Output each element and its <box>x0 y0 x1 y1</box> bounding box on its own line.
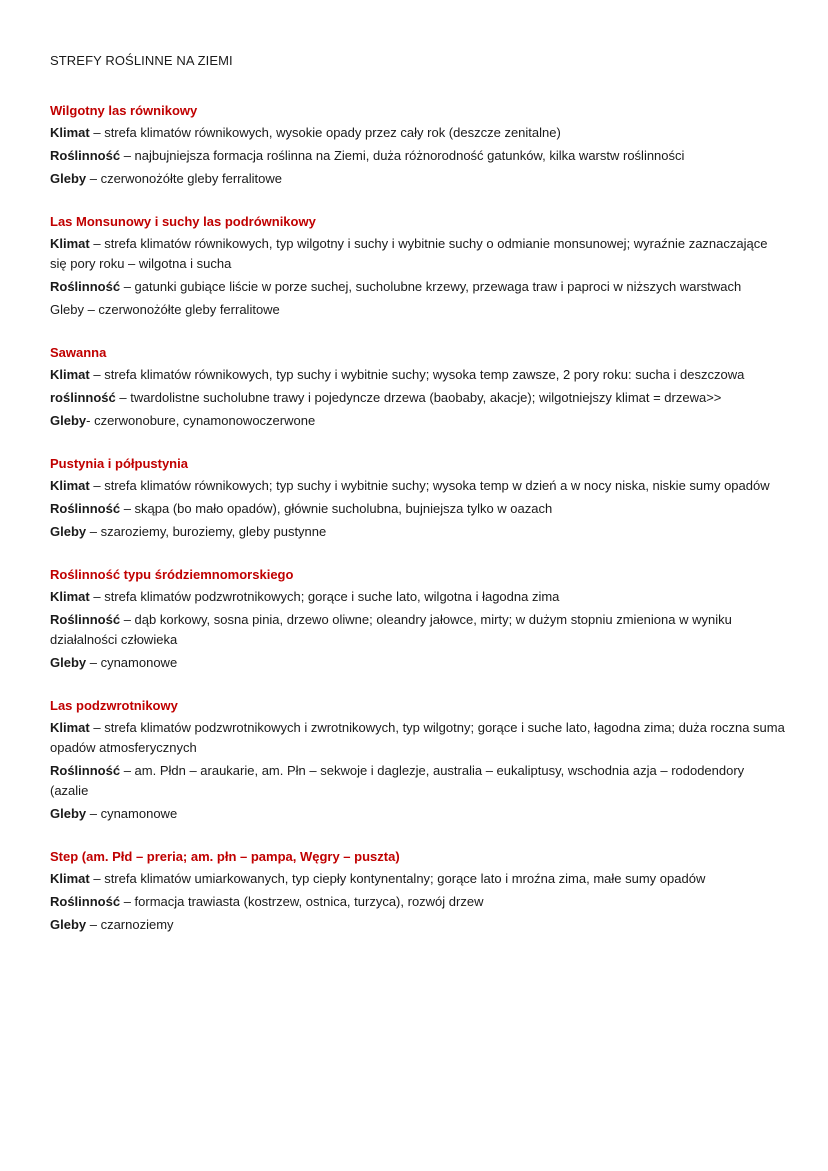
section-step <box>50 847 785 935</box>
entry-text: – strefa klimatów podzwrotnikowych; gorące i suche lato, wilgotna i łagodna zima <box>89 589 560 604</box>
entry-label: Klimat <box>50 478 90 493</box>
entry-label: Klimat <box>50 720 90 735</box>
entry-label: Gleby <box>50 171 87 186</box>
entry-text: – cynamonowe <box>86 655 178 670</box>
section-las-monsunowy <box>50 212 785 320</box>
section-pustynia <box>50 454 785 542</box>
entry-text: – najbujniejsza formacja roślinna na Ziemi, duża różnorodność gatunków, kilka warstw roślinności <box>120 148 685 163</box>
entry-text: – twardolistne sucholubne trawy i pojedyncze drzewa (baobaby, akacje); wilgotniejszy klimat = drzewa>> <box>115 390 722 405</box>
entry-text: – strefa klimatów podzwrotnikowych i zwrotnikowych, typ wilgotny; gorące i suche lato, łagodna zima; duża roczna suma opadów atmosferycznych <box>50 720 785 755</box>
document-page <box>50 52 785 958</box>
entry-gleby <box>50 300 785 320</box>
entry-label: Roślinność <box>50 763 121 778</box>
entry-gleby <box>50 804 785 824</box>
entry-roslinnosc <box>50 499 785 519</box>
entry-klimat <box>50 123 785 143</box>
entry-roslinnosc <box>50 610 785 650</box>
section-heading: Roślinność typu śródziemnomorskiego <box>50 567 294 582</box>
entry-label: Gleby <box>50 302 84 317</box>
section-las-podzwrotnikowy <box>50 696 785 824</box>
entry-text: – strefa klimatów równikowych, wysokie opady przez cały rok (deszcze zenitalne) <box>89 125 561 140</box>
entry-text: – strefa klimatów równikowych, typ wilgotny i suchy i wybitnie suchy o odmianie monsunowej; wyraźnie zaznaczające się pory roku – wilgotna i sucha <box>50 236 768 271</box>
entry-label: Klimat <box>50 236 90 251</box>
section-heading: Sawanna <box>50 345 107 360</box>
entry-klimat <box>50 718 785 758</box>
entry-text: – szaroziemy, buroziemy, gleby pustynne <box>86 524 327 539</box>
entry-text: – czarnoziemy <box>86 917 174 932</box>
entry-roslinnosc <box>50 146 785 166</box>
section-heading: Pustynia i półpustynia <box>50 456 188 471</box>
section-wilgotny-las <box>50 101 785 189</box>
entry-label: Roślinność <box>50 612 121 627</box>
entry-gleby <box>50 522 785 542</box>
entry-text: – skąpa (bo mało opadów), głównie sucholubna, bujniejsza tylko w oazach <box>120 501 553 516</box>
document-title: STREFY ROŚLINNE NA ZIEMI <box>50 53 233 68</box>
entry-text: – czerwonożółte gleby ferralitowe <box>86 171 282 186</box>
entry-label: roślinność <box>50 390 116 405</box>
section-heading: Wilgotny las równikowy <box>50 103 198 118</box>
entry-roslinnosc <box>50 388 785 408</box>
entry-klimat <box>50 587 785 607</box>
section-heading: Step (am. Płd – preria; am. płn – pampa, Węgry – puszta) <box>50 849 400 864</box>
entry-klimat <box>50 476 785 496</box>
entry-label: Klimat <box>50 125 90 140</box>
entry-label: Klimat <box>50 589 90 604</box>
entry-text: - czerwonobure, cynamonowoczerwone <box>86 413 316 428</box>
entry-klimat <box>50 234 785 274</box>
entry-label: Gleby <box>50 917 87 932</box>
section-heading: Las Monsunowy i suchy las podrównikowy <box>50 214 316 229</box>
entry-roslinnosc <box>50 277 785 297</box>
entry-klimat <box>50 869 785 889</box>
entry-label: Gleby <box>50 524 87 539</box>
entry-gleby <box>50 653 785 673</box>
entry-label: Gleby <box>50 806 87 821</box>
entry-text: – strefa klimatów umiarkowanych, typ ciepły kontynentalny; gorące lato i mroźna zima, małe sumy opadów <box>89 871 706 886</box>
entry-roslinnosc <box>50 892 785 912</box>
entry-text: – formacja trawiasta (kostrzew, ostnica, turzyca), rozwój drzew <box>120 894 484 909</box>
entry-text: – czerwonożółte gleby ferralitowe <box>83 302 280 317</box>
entry-gleby <box>50 915 785 935</box>
entry-label: Klimat <box>50 367 90 382</box>
entry-gleby <box>50 169 785 189</box>
section-heading: Las podzwrotnikowy <box>50 698 178 713</box>
entry-label: Gleby <box>50 655 87 670</box>
entry-roslinnosc <box>50 761 785 801</box>
entry-text: – strefa klimatów równikowych; typ suchy i wybitnie suchy; wysoka temp w dzień a w nocy niska, niskie sumy opadów <box>89 478 770 493</box>
entry-text: – gatunki gubiące liście w porze suchej, sucholubne krzewy, przewaga traw i paproci w niższych warstwach <box>120 279 742 294</box>
entry-label: Gleby <box>50 413 87 428</box>
entry-label: Roślinność <box>50 894 121 909</box>
entry-gleby <box>50 411 785 431</box>
entry-text: – am. Płdn – araukarie, am. Płn – sekwoje i daglezje, australia – eukaliptusy, wschodnia azja – rododendory (azalie <box>50 763 745 798</box>
entry-label: Klimat <box>50 871 90 886</box>
entry-text: – cynamonowe <box>86 806 178 821</box>
section-srodziemnomorska <box>50 565 785 673</box>
section-sawanna <box>50 343 785 431</box>
entry-klimat <box>50 365 785 385</box>
entry-text: – strefa klimatów równikowych, typ suchy i wybitnie suchy; wysoka temp zawsze, 2 pory roku: sucha i deszczowa <box>89 367 745 382</box>
entry-text: – dąb korkowy, sosna pinia, drzewo oliwne; oleandry jałowce, mirty; w dużym stopniu zmieniona w wyniku działalności człowieka <box>50 612 732 647</box>
entry-label: Roślinność <box>50 279 121 294</box>
entry-label: Roślinność <box>50 501 121 516</box>
entry-label: Roślinność <box>50 148 121 163</box>
